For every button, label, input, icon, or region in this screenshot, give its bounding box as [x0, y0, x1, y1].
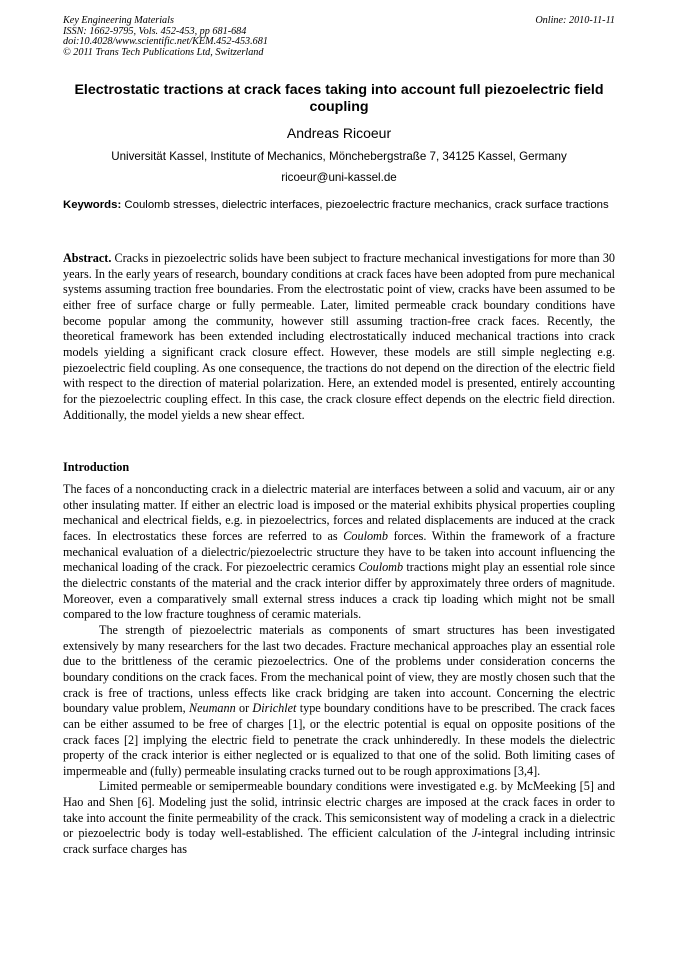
abstract-section: [63, 251, 615, 423]
keywords-label: Keywords:: [63, 199, 122, 211]
keywords-section: [63, 198, 615, 213]
publication-header: [63, 16, 615, 58]
affiliation: Universität Kassel, Institute of Mechanics, Mönchebergstraße 7, 34125 Kassel, Germany: [111, 150, 567, 163]
introduction-heading: Introduction: [63, 460, 130, 474]
abstract-text: Cracks in piezoelectric solids have been subject to fracture mechanical investigations for more than 30 years. In the early years of research, boundary conditions at crack faces have been adopted from pure mechanical systems assuming traction free boundaries. From the electrostatic point of view, cracks have been assumed to be either free of surface charge or fully permeable. Later, limited permeable crack boundary conditions have become popular among the community, however still assuming traction-free crack faces. Recently, the theoretical framework has been extended including electrostatically induced mechanical tractions into crack models yielding a significant crack closure effect. However, these models are still simple neglecting e.g. piezoelectric field coupling. As one consequence, the tractions do not depend on the direction of the electric field with respect to the direction of material polarization. Here, an extended model is presented, entirely accounting for the piezoelectric coupling effect. In this case, the crack closure effect depends on the electric field direction. Additionally, the model yields a new shear effect.: [63, 251, 616, 422]
doi-line: doi:10.4028/www.scientific.net/KEM.452-453.681: [63, 36, 268, 48]
online-date: Online: 2010-11-11: [535, 15, 615, 26]
introduction-body: [63, 482, 615, 858]
abstract-label: Abstract.: [63, 251, 112, 265]
copyright-line: © 2011 Trans Tech Publications Ltd, Switzerland: [63, 46, 264, 58]
keywords-text: Coulomb stresses, dielectric interfaces, piezoelectric fracture mechanics, crack surface tractions: [124, 199, 609, 211]
paper-title: Electrostatic tractions at crack faces taking into account full piezoelectric field coupling: [74, 82, 604, 115]
intro-paragraph-2: The strength of piezoelectric materials as components of smart structures has been investigated extensively by many researchers for the last two decades. Fracture mechanical approaches play an essential role due to the brittleness of the ceramic piezoelectrics. One of the problems under consideration concerns the boundary conditions on the crack faces. From the mechanical point of view, they are mostly chosen such that the crack is free of tractions, unless effects like crack bridging are taken into account. Concerning the electric boundary value problem, Neumann or Dirichlet type boundary conditions have to be prescribed. The crack faces can be either assumed to be free of charges [1], or the electric potential is equal on opposite positions of the crack faces [2] implying the electric field to penetrate the crack unhinderedly. In these models the dielectric property of the crack interior is either neglected or is equalized to that one of the solid. Both limiting cases of impermeable and (fully) permeable insulating cracks turned out to be rough approximations [3,4].: [63, 622, 616, 778]
journal-name: Key Engineering Materials: [63, 15, 174, 26]
author-email: ricoeur@uni-kassel.de: [281, 171, 397, 184]
intro-paragraph-1: The faces of a nonconducting crack in a dielectric material are interfaces between a solid and vacuum, air or any other insulating matter. If either an electric load is imposed or the material exhibits physical properties coupling mechanical and electrical fields, e.g. in piezoelectrics, forces and related displacements are induced at the crack faces. In electrostatics these forces are referred to as Coulomb forces. Within the framework of a fracture mechanical evaluation of a dielectric/piezoelectric structure they have to be taken into account influencing the mechanical loading of the crack. For piezoelectric ceramics Coulomb tractions might play an essential role since the dielectric constants of the material and the crack interior differ by approximately three orders of magnitude. Moreover, even a comparatively small external stress induces a crack tip loading which might not be small compared to the low fracture toughness of ceramic materials.: [63, 482, 616, 622]
intro-paragraph-3: Limited permeable or semipermeable boundary conditions were investigated e.g. by McMeeking [5] and Hao and Shen [6]. Modeling just the solid, intrinsic electric charges are imposed at the crack faces in order to take into account the finite permeability of the crack. This semiconsistent way of modeling a crack in a dielectric or piezoelectric body is today well-established. The efficient calculation of the J-integral including intrinsic crack surface charges has: [63, 779, 615, 857]
issn-line: ISSN: 1662-9795, Vols. 452-453, pp 681-684: [63, 25, 247, 37]
author-name: Andreas Ricoeur: [286, 125, 392, 141]
